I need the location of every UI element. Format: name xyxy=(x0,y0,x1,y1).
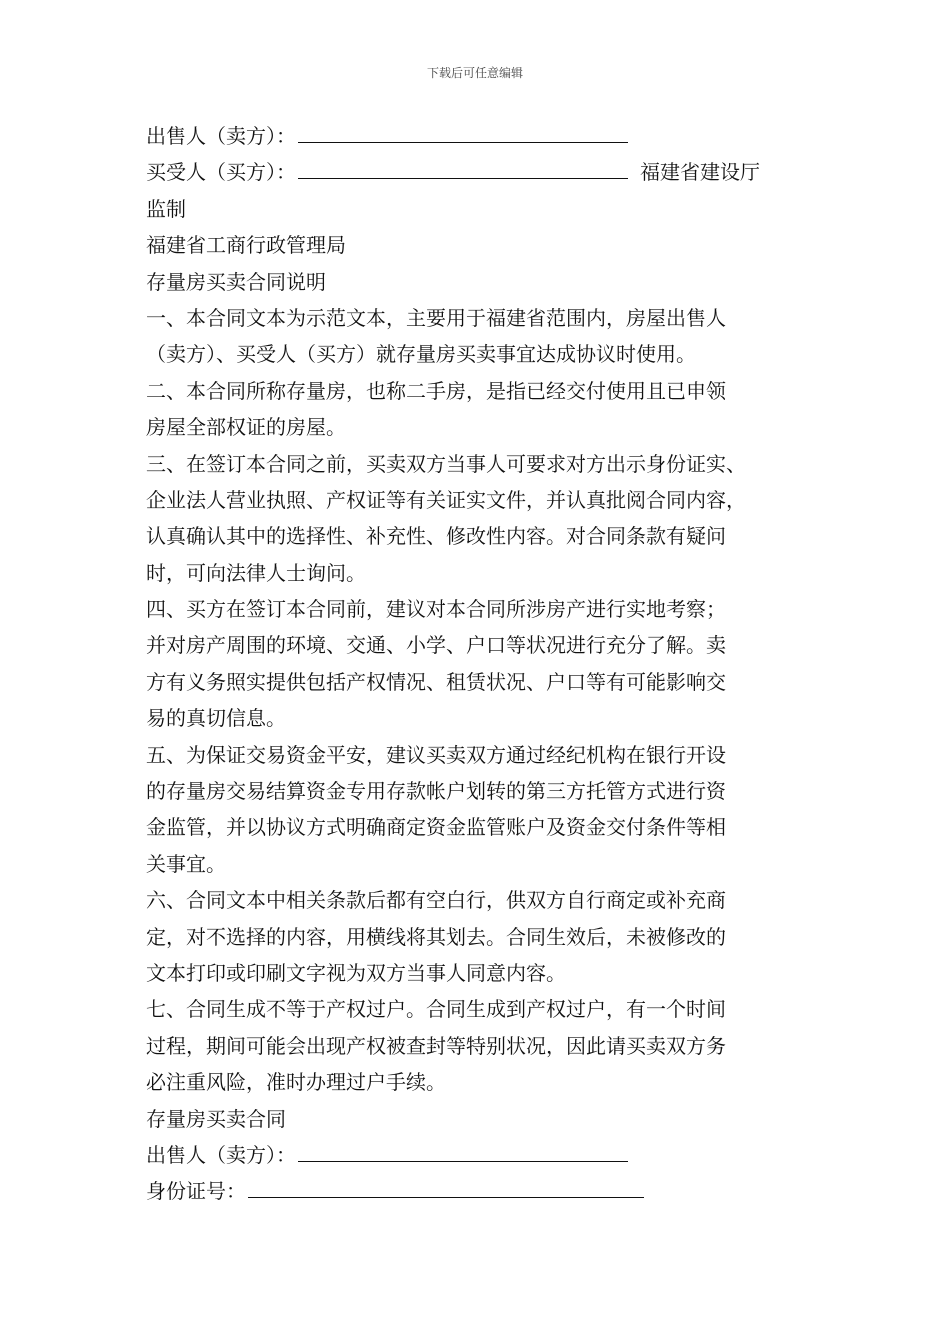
text-line: 福建省工商行政管理局 xyxy=(146,233,346,258)
supervisor-text: 福建省建设厅 xyxy=(640,160,760,185)
text-line: 定，对不选择的内容，用横线将其划去。合同生效后，未被修改的 xyxy=(146,924,726,949)
text-line: 一、本合同文本为示范文本，主要用于福建省范围内，房屋出售人 xyxy=(146,305,726,330)
text-line: 房屋全部权证的房屋。 xyxy=(146,415,346,440)
text-line: 企业法人营业执照、产权证等有关证实文件，并认真批阅合同内容， xyxy=(146,487,746,512)
text-line: 并对房产周围的环境、交通、小学、户口等状况进行充分了解。卖 xyxy=(146,633,726,658)
document-body xyxy=(146,118,816,1210)
contract-title: 存量房买卖合同 xyxy=(146,1106,286,1131)
text-line: 三、在签订本合同之前，买卖双方当事人可要求对方出示身份证实、 xyxy=(146,451,746,476)
text-line: （卖方）、买受人（买方）就存量房买卖事宜达成协议时使用。 xyxy=(146,342,696,367)
text-line: 六、合同文本中相关条款后都有空白行，供双方自行商定或补充商 xyxy=(146,888,726,913)
section-title: 存量房买卖合同说明 xyxy=(146,269,326,294)
buyer-line xyxy=(146,154,816,190)
text-line: 五、为保证交易资金平安，建议买卖双方通过经纪机构在银行开设 xyxy=(146,742,726,767)
text-line: 的存量房交易结算资金专用存款帐户划转的第三方托管方式进行资 xyxy=(146,779,726,804)
text-line: 过程，期间可能会出现产权被查封等特别状况，因此请买卖双方务 xyxy=(146,1033,726,1058)
buyer-blank xyxy=(298,158,628,179)
text-line: 金监管，并以协议方式明确商定资金监管账户及资金交付条件等相 xyxy=(146,815,726,840)
text-line: 二、本合同所称存量房，也称二手房，是指已经交付使用且已申领 xyxy=(146,378,726,403)
buyer-label: 买受人（买方）： xyxy=(146,160,296,185)
seller-line xyxy=(146,118,816,154)
seller-blank xyxy=(298,122,628,143)
text-line: 监制 xyxy=(146,196,186,221)
text-line: 认真确认其中的选择性、补充性、修改性内容。对合同条款有疑问 xyxy=(146,524,726,549)
text-line: 四、买方在签订本合同前，建议对本合同所涉房产进行实地考察； xyxy=(146,597,726,622)
text-line: 时，可向法律人士询问。 xyxy=(146,560,366,585)
seller-blank-2 xyxy=(298,1141,628,1162)
seller-label-2: 出售人（卖方）： xyxy=(146,1142,296,1167)
text-line: 七、合同生成不等于产权过户。合同生成到产权过户，有一个时间 xyxy=(146,997,726,1022)
id-label: 身份证号： xyxy=(146,1179,246,1204)
page-header: 下载后可任意编辑 xyxy=(426,66,523,80)
id-blank xyxy=(248,1177,644,1198)
text-line: 关事宜。 xyxy=(146,851,226,876)
seller-label: 出售人（卖方）： xyxy=(146,124,296,148)
text-line: 必注重风险，准时办理过户手续。 xyxy=(146,1070,446,1095)
seller-line-2 xyxy=(146,1137,816,1173)
text-line: 方有义务照实提供包括产权情况、租赁状况、户口等有可能影响交 xyxy=(146,669,726,694)
id-line xyxy=(146,1173,816,1209)
text-line: 文本打印或印刷文字视为双方当事人同意内容。 xyxy=(146,960,566,985)
text-line: 易的真切信息。 xyxy=(146,706,286,731)
